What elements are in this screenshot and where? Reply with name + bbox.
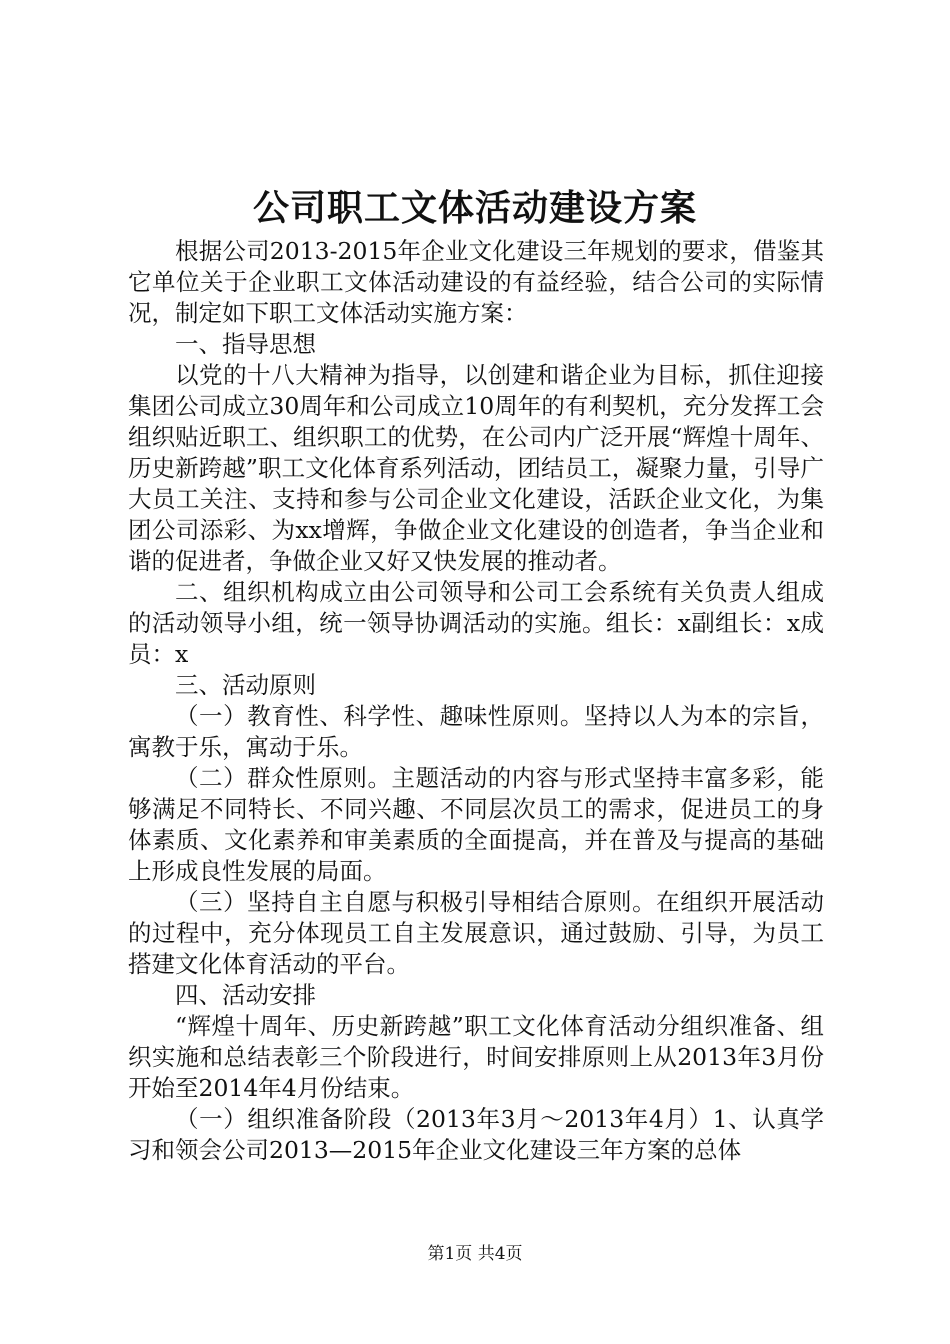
heading-principles: 三、活动原则 (175, 671, 316, 699)
paragraph-principle-3: （三）坚持自主自愿与积极引导相结合原则。在组织开展活动的过程中，充分体现员工自主发展意识，通过鼓励、引导，为员工搭建文化体育活动的平台。 (128, 888, 824, 978)
paragraph-intro: 根据公司2013-2015年企业文化建设三年规划的要求，借鉴其它单位关于企业职工文体活动建设的有益经验，结合公司的实际情况，制定如下职工文体活动实施方案： (128, 237, 824, 327)
document-body (128, 236, 824, 1166)
heading-arrangement: 四、活动安排 (175, 981, 316, 1009)
paragraph-arrangement: “辉煌十周年、历史新跨越”职工文化体育活动分组织准备、组织实施和总结表彰三个阶段进行，时间安排原则上从2013年3月份开始至2014年4月份结束。 (128, 1012, 824, 1102)
paragraph-preparation-stage: （一）组织准备阶段（2013年3月～2013年4月）1、认真学习和领会公司2013—2015年企业文化建设三年方案的总体 (128, 1105, 824, 1164)
paragraph-principle-1: （一）教育性、科学性、趣味性原则。坚持以人为本的宗旨，寓教于乐，寓动于乐。 (128, 702, 824, 761)
paragraph-principle-2: （二）群众性原则。主题活动的内容与形式坚持丰富多彩，能够满足不同特长、不同兴趣、不同层次员工的需求，促进员工的身体素质、文化素养和审美素质的全面提高，并在普及与提高的基础上形成良性发展的局面。 (128, 764, 824, 885)
heading-guiding-ideology: 一、指导思想 (175, 330, 316, 358)
document-title: 公司职工文体活动建设方案 (252, 187, 697, 229)
paragraph-guiding-ideology: 以党的十八大精神为指导，以创建和谐企业为目标，抓住迎接集团公司成立30周年和公司成立10周年的有利契机，充分发挥工会组织贴近职工、组织职工的优势，在公司内广泛开展“辉煌十周年、历史新跨越”职工文化体育系列活动，团结员工，凝聚力量，引导广大员工关注、支持和参与公司企业文化建设，活跃企业文化，为集团公司添彩、为xx增辉，争做企业文化建设的创造者，争当企业和谐的促进者，争做企业又好又快发展的推动者。 (128, 361, 824, 575)
page-number-footer: 第1页 共4页 (427, 1244, 523, 1264)
paragraph-organization: 二、组织机构成立由公司领导和公司工会系统有关负责人组成的活动领导小组，统一领导协调活动的实施。组长：x副组长：x成员：x (128, 578, 824, 668)
